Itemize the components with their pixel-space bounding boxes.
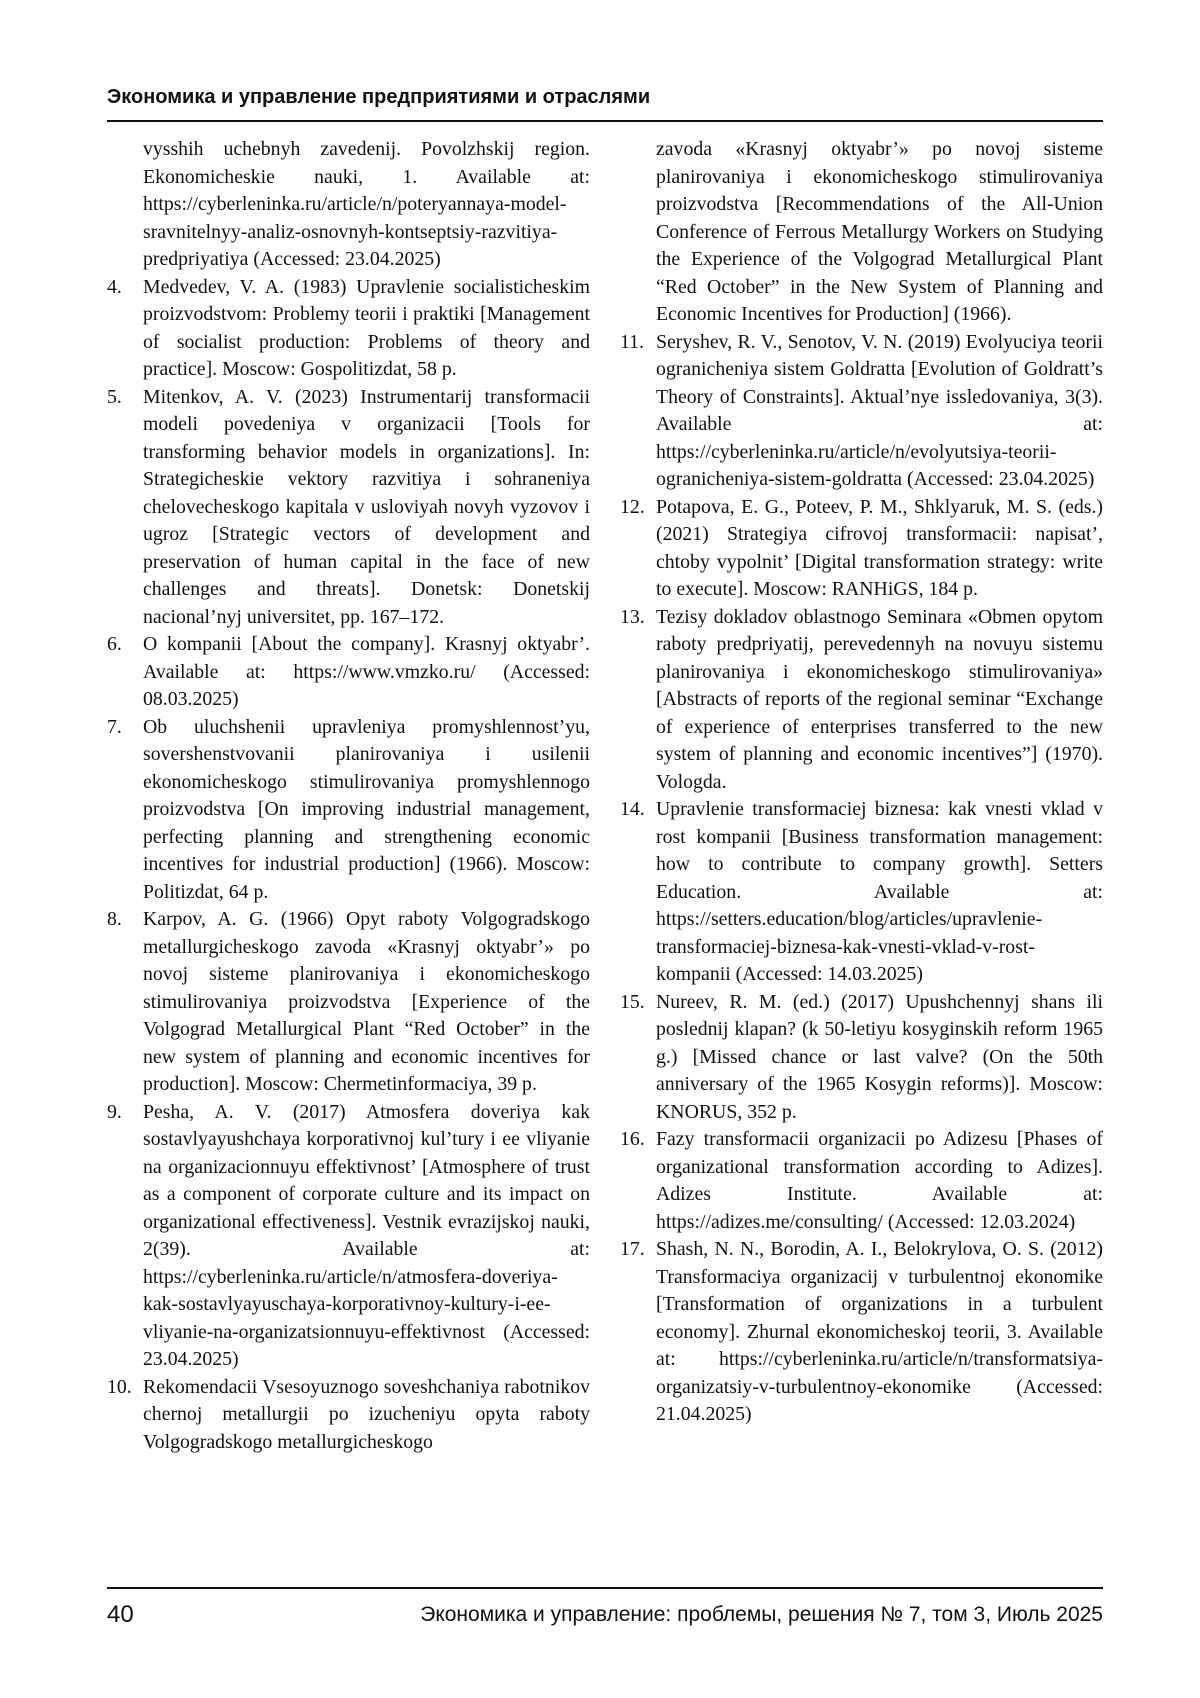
reference-item	[107, 714, 590, 907]
reference-number: 6.	[107, 633, 122, 655]
reference-item	[107, 906, 590, 1099]
reference-number: 11.	[620, 330, 644, 353]
reference-list	[107, 274, 590, 1457]
reference-text: Seryshev, R. V., Senotov, V. N. (2019) Evolyuciya teorii ogranicheniya sistem Goldratta [Evolution of Goldratt’s Theory of Constraints]. Aktual’nye issledovaniya, 3(3). Available at: https://cyberleninka.ru/article/n/evolyutsiya-teorii-ogranicheniya-sistem-goldratta (Accessed: 23.04.2025)	[656, 330, 1103, 490]
reference-text: Pesha, A. V. (2017) Atmosfera doveriya kak sostavlyayushchaya korporativnoj kul’tury i ee vliyanie na organizacionnuyu effektivnost’ [Atmosphere of trust as a component of corporate culture and its impact on organizational effectiveness]. Vestnik evrazijskoj nauki, 2(39). Available at: https://cyberleninka.ru/article/n/atmosfera-doveriya-kak-sostavlyayuschaya-korporativnoy-kultury-i-ee-vliyanie-na-organizatsionnuyu-effektivnost (Accessed: 23.04.2025)	[143, 1100, 590, 1370]
reference-number: 16.	[620, 1128, 645, 1150]
reference-item	[620, 604, 1103, 797]
reference-item	[620, 796, 1103, 989]
reference-continuation: zavoda «Krasnyj oktyabr’» po novoj sisteme planirovaniya i ekonomicheskogo stimulirovaniya proizvodstva [Recommendations of the All-Union Conference of Ferrous Metallurgy Workers on Studying the Experience of the Volgograd Metallurgical Plant “Red October” in the New System of Planning and Economic Incentives for Production] (1966).	[656, 138, 1103, 325]
reference-text: Potapova, E. G., Poteev, P. M., Shklyaruk, M. S. (eds.) (2021) Strategiya cifrovoj transformacii: napisat’, chtoby vypolnit’ [Digital transformation strategy: write to execute]. Moscow: RANHiGS, 184 p.	[656, 495, 1103, 600]
reference-number: 5.	[107, 385, 122, 408]
reference-item	[620, 329, 1103, 494]
footer-rule	[107, 1587, 1103, 1589]
reference-continuation: vysshih uchebnyh zavedenij. Povolzhskij region. Ekonomicheskie nauki, 1. Available at: https://cyberleninka.ru/article/n/poteryannaya-model-sravnitelnyy-analiz-osnovnyh-kontseptsiy-razvitiya-predpriyatiya (Accessed: 23.04.2025)	[143, 138, 590, 270]
reference-item	[107, 274, 590, 384]
reference-text: Medvedev, V. A. (1983) Upravlenie socialisticheskim proizvodstvom: Problemy teorii i praktiki [Management of socialist production: Problems of theory and practice]. Moscow: Gospolitizdat, 58 p.	[143, 275, 590, 380]
running-head: Экономика и управление предприятиями и отраслями	[107, 86, 651, 108]
reference-number: 15.	[620, 990, 645, 1013]
reference-number: 10.	[107, 1375, 132, 1398]
reference-text: Ob uluchshenii upravleniya promyshlennost’yu, sovershenstvovanii planirovaniya i usilenii ekonomicheskogo stimulirovaniya promyshlennogo proizvodstva [On improving industrial management, perfecting planning and strengthening economic incentives for industrial production] (1966). Moscow: Politizdat, 64 p.	[143, 715, 590, 903]
reference-text: Mitenkov, A. V. (2023) Instrumentarij transformacii modeli povedeniya v organizacii [Tools for transforming behavior models in organizations]. In: Strategicheskie vektory razvitiya i sohraneniya chelovecheskogo kapitala v usloviyah novyh vyzovov i ugroz [Strategic vectors of development and preservation of human capital in the face of new challenges and threats]. Donetsk: Donetskij nacional’nyj universitet, pp. 167–172.	[143, 385, 590, 628]
reference-number: 13.	[620, 605, 645, 628]
right-column	[620, 136, 1103, 1429]
reference-number: 14.	[620, 798, 645, 820]
reference-text: Karpov, A. G. (1966) Opyt raboty Volgogradskogo metallurgicheskogo zavoda «Krasnyj oktyabr’» po novoj sisteme planirovaniya i ekonomicheskogo stimulirovaniya proizvodstva [Experience of the Volgograd Metallurgical Plant “Red October” in the new system of planning and economic incentives for production]. Moscow: Chermetinformaciya, 39 p.	[143, 908, 590, 1095]
reference-item	[620, 989, 1103, 1127]
reference-number: 12.	[620, 495, 645, 518]
reference-list	[620, 329, 1103, 1429]
reference-item	[107, 631, 590, 714]
reference-text: O kompanii [About the company]. Krasnyj oktyabr’. Available at: https://www.vmzko.ru/ (Accessed: 08.03.2025)	[143, 633, 590, 710]
reference-number: 7.	[107, 715, 122, 738]
reference-number: 8.	[107, 908, 122, 930]
reference-item	[107, 1099, 590, 1374]
page-number: 40	[107, 1601, 134, 1628]
reference-number: 9.	[107, 1100, 122, 1123]
reference-text: Upravlenie transformaciej biznesa: kak vnesti vklad v rost kompanii [Business transformation management: how to contribute to company growth]. Setters Education. Available at: https://setters.education/blog/articles/upravlenie-transformaciej-biznesa-kak-vnesti-vklad-v-rost-kompanii (Accessed: 14.03.2025)	[656, 798, 1103, 985]
journal-issue: Экономика и управление: проблемы, решения № 7, том 3, Июль 2025	[420, 1603, 1103, 1626]
reference-number: 4.	[107, 275, 122, 298]
reference-item	[620, 1126, 1103, 1236]
reference-item	[620, 494, 1103, 604]
reference-text: Fazy transformacii organizacii po Adizesu [Phases of organizational transformation according to Adizes]. Adizes Institute. Available at: https://adizes.me/consulting/ (Accessed: 12.03.2024)	[656, 1128, 1103, 1233]
reference-text: Tezisy dokladov oblastnogo Seminara «Obmen opytom raboty predpriyatij, perevedennyh na novuyu sistemu planirovaniya i ekonomicheskogo stimulirovaniya» [Abstracts of reports of the regional seminar “Exchange of experience of enterprises transferred to the new system of planning and economic incentives”] (1970). Vologda.	[656, 605, 1103, 793]
reference-text: Shash, N. N., Borodin, A. I., Belokrylova, O. S. (2012) Transformaciya organizacij v turbulentnoj ekonomike [Transformation of organizations in a turbulent economy]. Zhurnal ekonomicheskoj teorii, 3. Available at: https://cyberleninka.ru/article/n/transformatsiya-organizatsiy-v-turbulentnoy-ekonomike (Accessed: 21.04.2025)	[656, 1238, 1103, 1425]
left-column	[107, 136, 590, 1456]
reference-item	[107, 384, 590, 632]
header-rule	[107, 120, 1103, 122]
reference-text: Rekomendacii Vsesoyuznogo soveshchaniya rabotnikov chernoj metallurgii po izucheniyu opyta raboty Volgogradskogo metallurgicheskogo	[143, 1375, 590, 1453]
reference-item	[107, 1374, 590, 1457]
reference-number: 17.	[620, 1238, 645, 1260]
reference-item	[620, 1236, 1103, 1429]
reference-text: Nureev, R. M. (ed.) (2017) Upushchennyj shans ili poslednij klapan? (k 50-letiyu kosyginskih reform 1965 g.) [Missed chance or last valve? (On the 50th anniversary of the 1965 Kosygin reforms)]. Moscow: KNORUS, 352 p.	[656, 990, 1103, 1123]
